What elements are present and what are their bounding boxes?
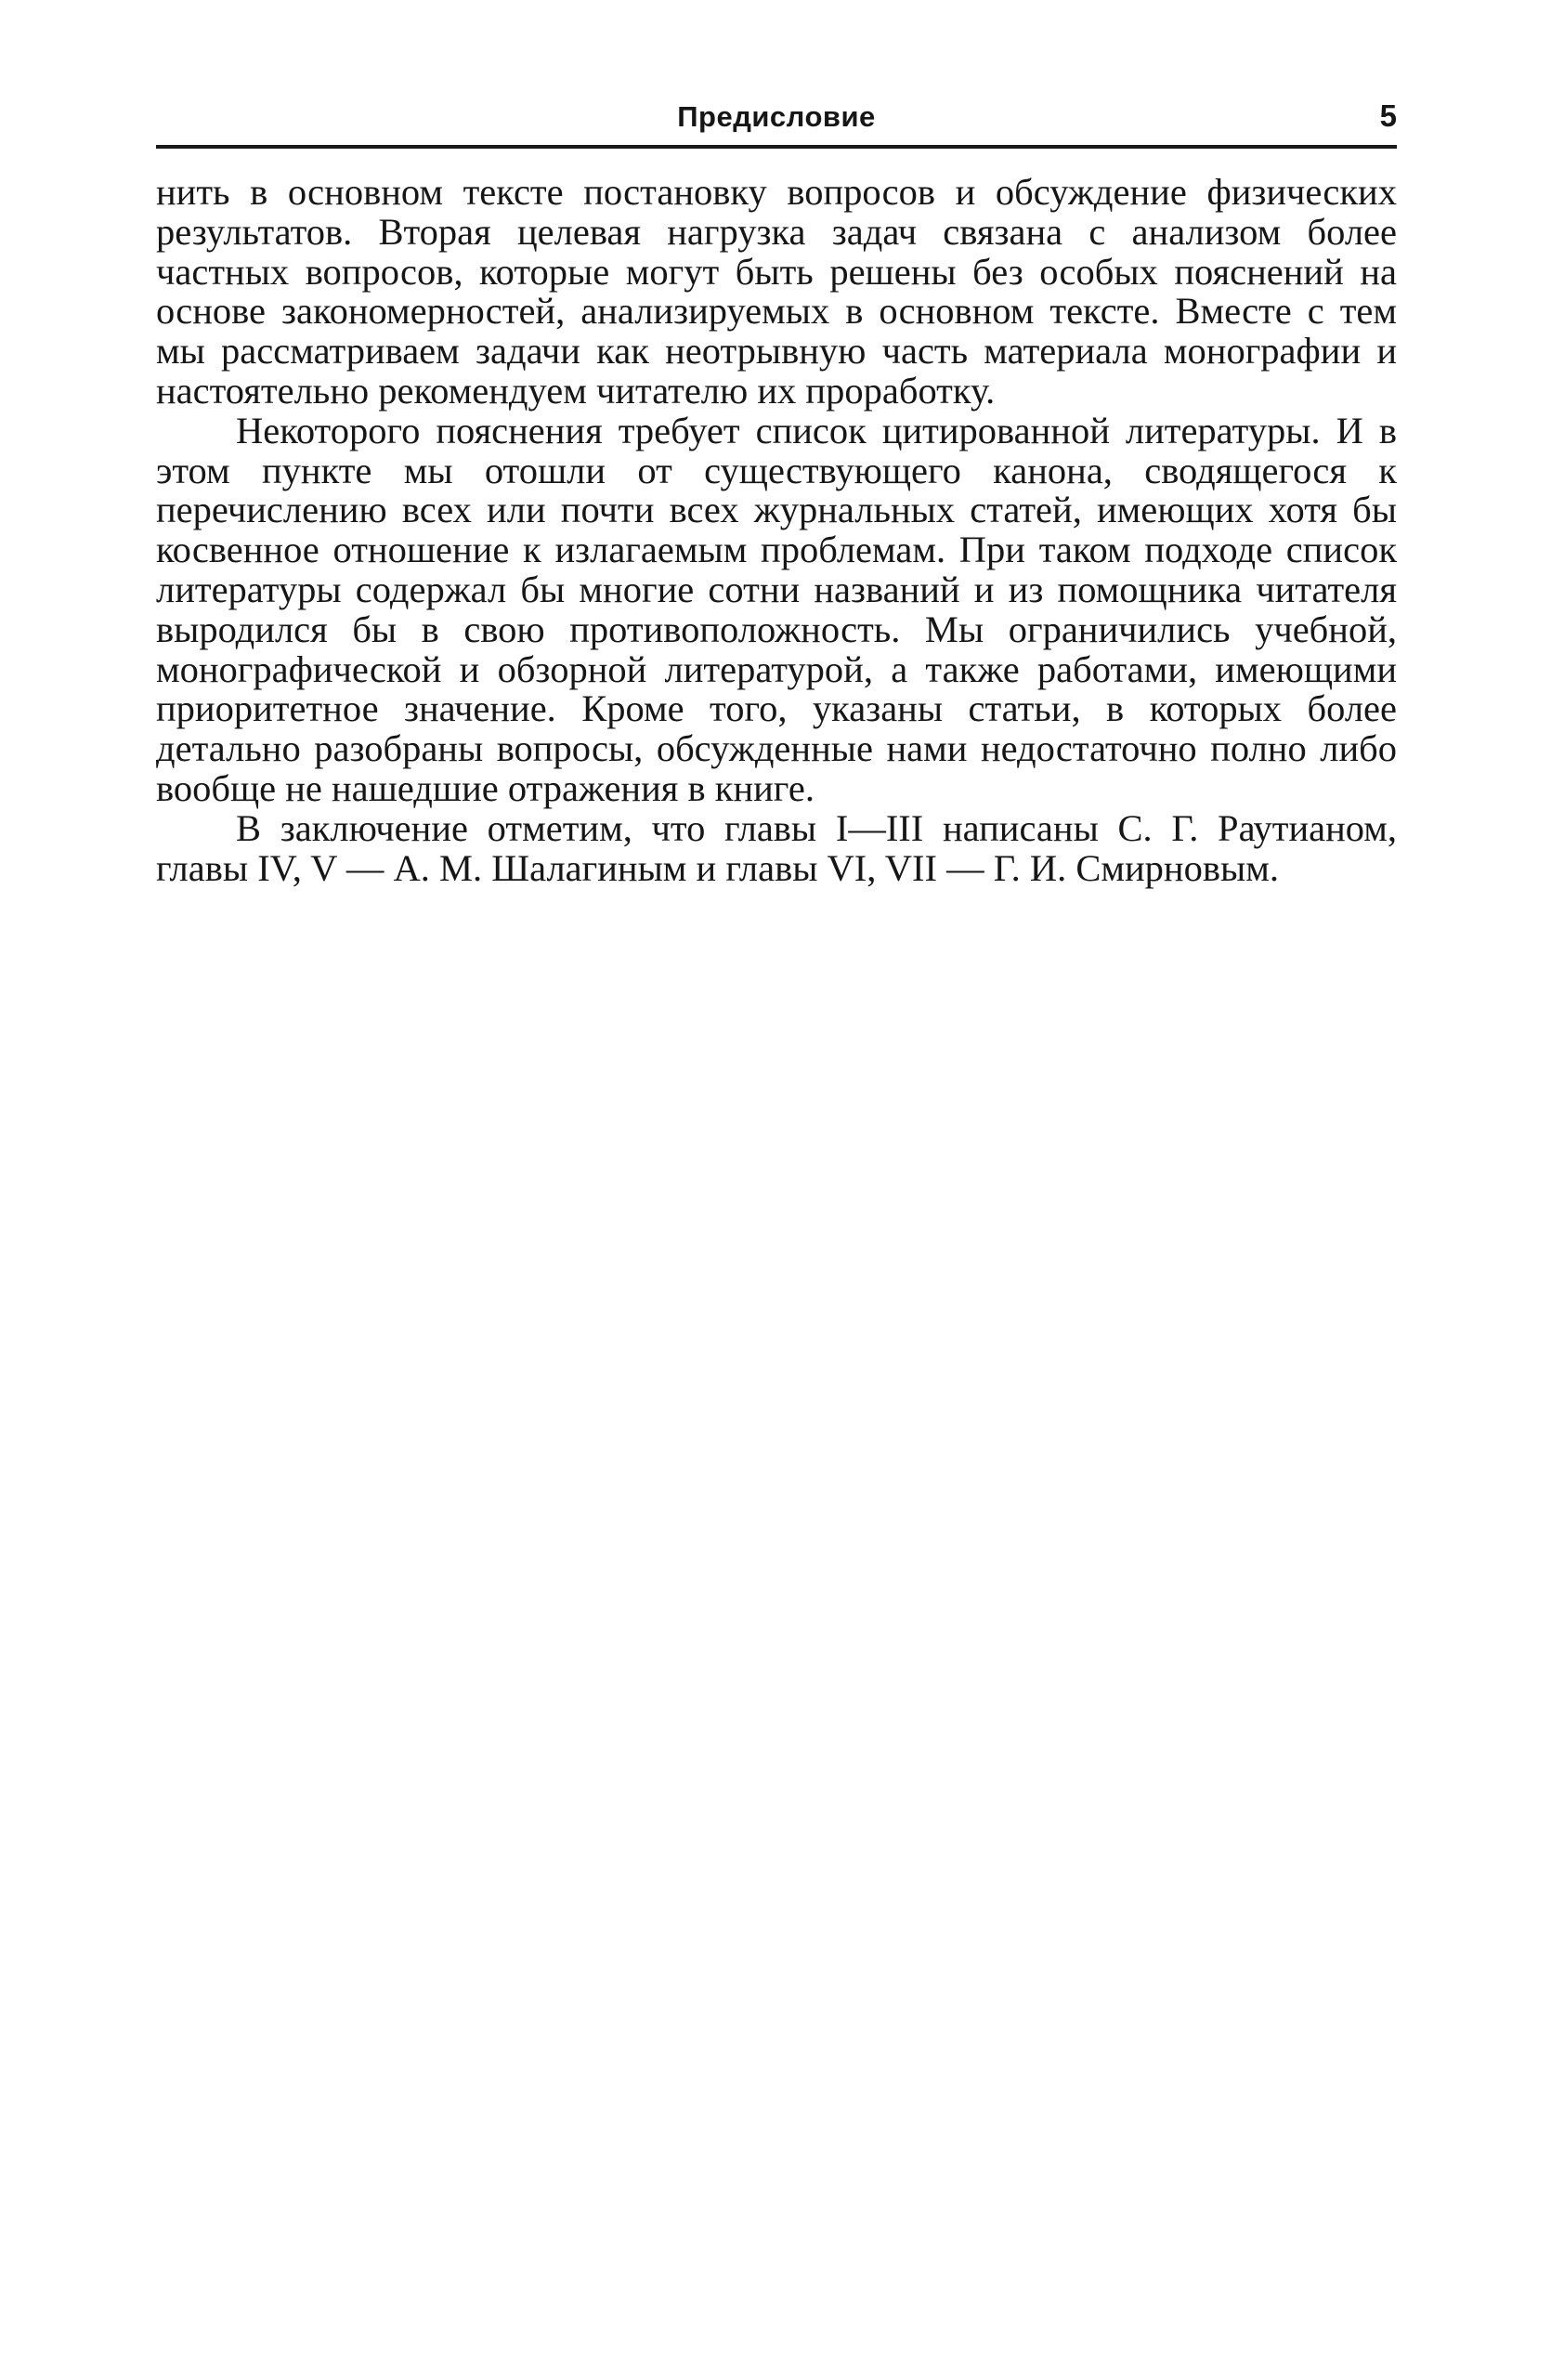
book-page <box>156 93 1397 888</box>
paragraph-authorship: В заключение отметим, что главы I—III написаны С. Г. Раутианом, главы IV, V — А. М. Шалагиным и главы VI, VII — Г. И. Смирновым. <box>156 806 1397 889</box>
body-text <box>156 173 1397 888</box>
running-title: Предисловие <box>677 100 876 133</box>
running-head <box>156 93 1397 141</box>
paragraph-references-note: Некоторого пояснения требует список цитированной литературы. И в этом пункте мы отошли от существующего канона, сводящегося к перечислению всех или почти всех журнальных статей, имеющих хотя бы косвенное отношение к излагаемым проблемам. При таком подходе список литературы содержал бы многие сотни названий и из помощника читателя выродился бы в свою противоположность. Мы ограничились учебной, монографической и обзорной литературой, а также работами, имеющими приоритетное значение. Кроме того, указаны статьи, в которых более детально разобраны вопросы, обсужденные нами недостаточно полно либо вообще не нашедшие отражения в книге. <box>156 409 1397 809</box>
page-number: 5 <box>1379 98 1397 133</box>
paragraph-continuation: нить в основном тексте постановку вопросов и обсуждение физических результатов. Вторая целевая нагрузка задач связана с анализом более частных вопросов, которые могут быть решены без особых пояснений на основе закономерностей, анализируемых в основном тексте. Вместе с тем мы рассматриваем задачи как неотрывную часть материала монографии и настоятельно рекомендуем читателю их проработку. <box>156 171 1397 412</box>
header-rule <box>156 145 1397 149</box>
